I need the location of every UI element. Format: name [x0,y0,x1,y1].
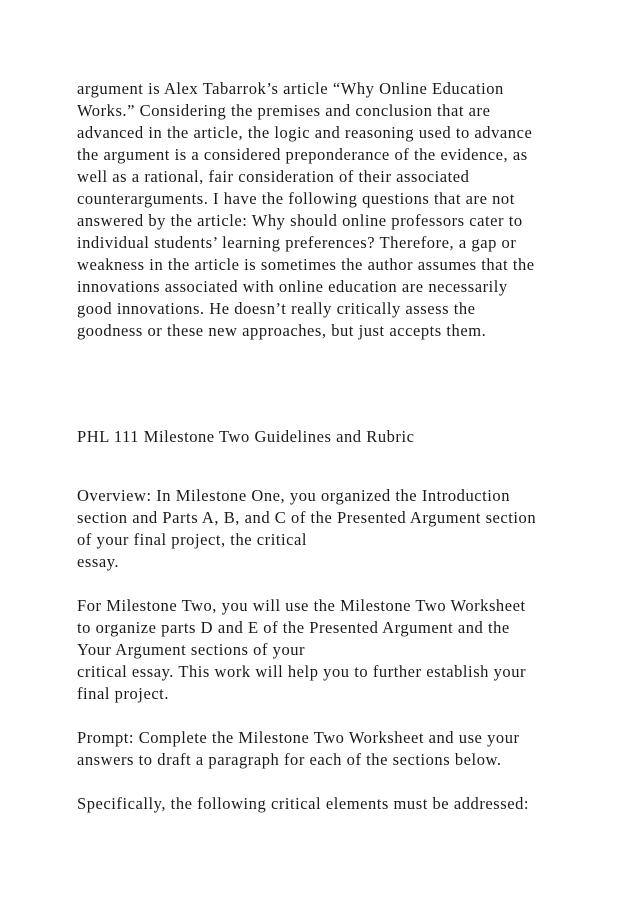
text-line: counterarguments. I have the following questions that are not [77,189,515,208]
text-line: answers to draft a paragraph for each of the sections below. [77,750,502,769]
text-line: to organize parts D and E of the Presented Argument and the [77,618,510,637]
text-line: individual students’ learning preferences? Therefore, a gap or [77,233,517,252]
specifically-line: Specifically, the following critical elements must be addressed: [77,794,530,813]
text-line: For Milestone Two, you will use the Milestone Two Worksheet [77,596,526,615]
text-line: critical essay. This work will help you to further establish your [77,662,527,681]
text-line: of your final project, the critical [77,530,307,549]
text-line: good innovations. He doesn’t really critically assess the [77,299,476,318]
text-line: Works.” Considering the premises and conclusion that are [77,101,491,120]
text-line: final project. [77,684,169,703]
text-line: answered by the article: Why should online professors cater to [77,211,523,230]
text-line: section and Parts A, B, and C of the Presented Argument section [77,508,537,527]
text-line: advanced in the article, the logic and reasoning used to advance [77,123,533,142]
text-line: goodness or these new approaches, but just accepts them. [77,321,487,340]
text-line: weakness in the article is sometimes the author assumes that the [77,255,535,274]
text-line: the argument is a considered preponderance of the evidence, as [77,145,528,164]
text-line: argument is Alex Tabarrok’s article “Why Online Education [77,79,504,98]
text-line: Prompt: Complete the Milestone Two Worksheet and use your [77,728,520,747]
text-line: innovations associated with online education are necessarily [77,277,508,296]
text-line: well as a rational, fair consideration of their associated [77,167,470,186]
document-heading: PHL 111 Milestone Two Guidelines and Rubric [77,427,415,446]
text-line: essay. [77,552,120,571]
text-line: Overview: In Milestone One, you organized the Introduction [77,486,510,505]
text-line: Your Argument sections of your [77,640,306,659]
